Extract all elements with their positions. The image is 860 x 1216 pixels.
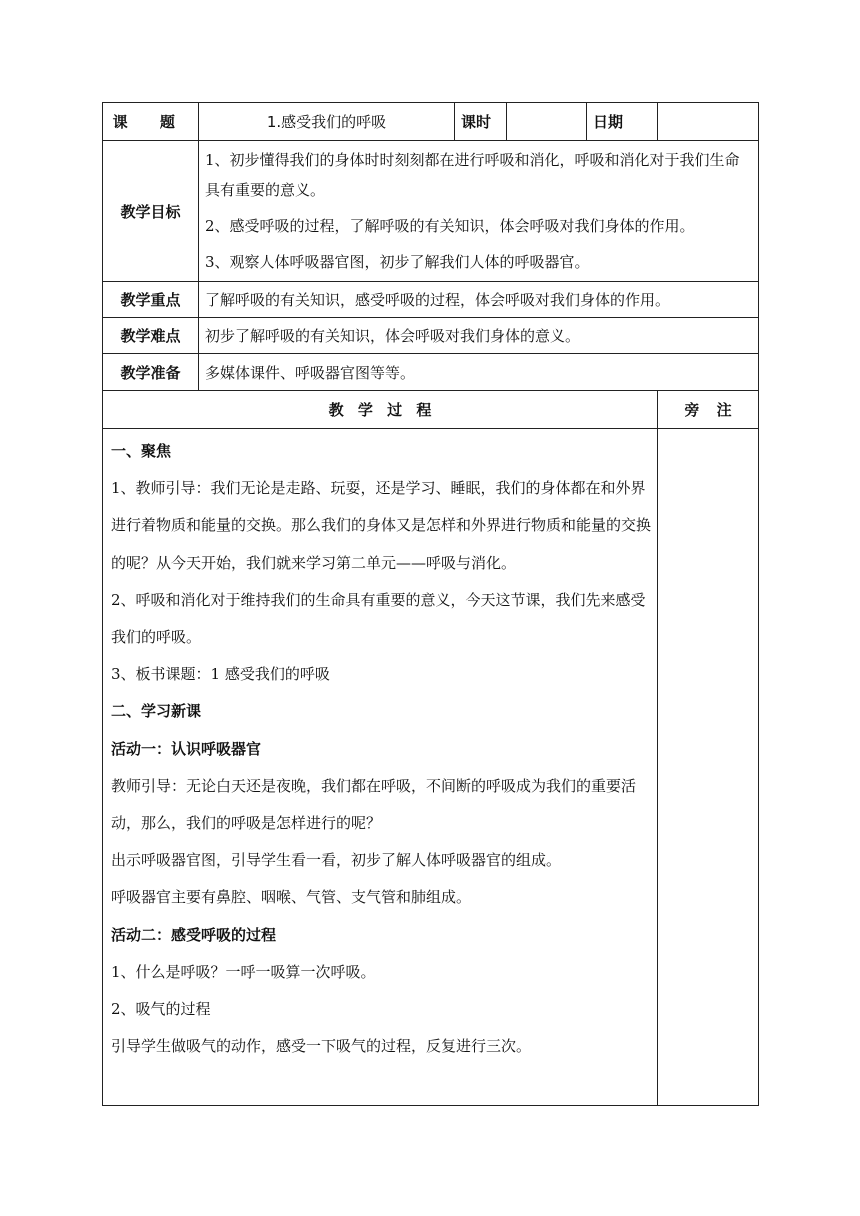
process-paragraph: 出示呼吸器官图，引导学生看一看，初步了解人体呼吸器官的组成。 [111,851,562,870]
goal-item: 3、观察人体呼吸器官图，初步了解我们人体的呼吸器官。 [205,253,590,271]
process-paragraph: 2、吸气的过程 [111,1000,211,1019]
section-heading: 活动二：感受呼吸的过程 [111,925,277,944]
goal-item: 1、初步懂得我们的身体时时刻刻都在进行呼吸和消化，呼吸和消化对于我们生命具有重要的意义。 [205,151,740,199]
process-paragraph: 3、板书课题：1 感受我们的呼吸 [111,665,330,684]
preparation-value: 多媒体课件、呼吸器官图等等。 [199,354,759,391]
key-points-value: 了解呼吸的有关知识，感受呼吸的过程，体会呼吸对我们身体的作用。 [199,282,759,318]
period-value [507,103,587,141]
topic-value: 1.感受我们的呼吸 [199,103,455,141]
process-paragraph: 2、呼吸和消化对于维持我们的生命具有重要的意义，今天这节课，我们先来感受我们的呼吸。 [111,590,646,647]
process-label: 教 学 过 程 [103,391,658,429]
section-heading: 活动一：认识呼吸器官 [111,739,262,758]
date-label: 日期 [587,103,658,141]
process-row [103,429,759,1106]
goal-item: 2、感受呼吸的过程，了解呼吸的有关知识，体会呼吸对我们身体的作用。 [205,217,695,235]
key-points-label: 教学重点 [103,282,199,318]
process-paragraphs [111,433,651,1065]
goals-row [103,141,759,282]
lesson-plan-table [102,102,759,1106]
goals-content [199,141,759,282]
section-heading: 二、学习新课 [111,702,202,721]
process-paragraph: 引导学生做吸气的动作，感受一下吸气的过程，反复进行三次。 [111,1037,532,1056]
preparation-row [103,354,759,391]
preparation-label: 教学准备 [103,354,199,391]
period-label: 课时 [455,103,507,141]
process-paragraph: 1、什么是呼吸？一呼一吸算一次呼吸。 [111,962,376,981]
process-paragraph: 1、教师引导：我们无论是走路、玩耍，还是学习、睡眠，我们的身体都在和外界进行着物质和能量的交换。那么我们的身体又是怎样和外界进行物质和能量的交换的呢？从今天开始，我们就来学习第二单元——呼吸与消化。 [111,479,652,572]
notes-content [658,429,759,1106]
process-content [103,429,658,1106]
notes-label: 旁 注 [658,391,759,429]
topic-label: 课 题 [103,103,199,141]
difficulties-label: 教学难点 [103,318,199,354]
difficulties-value: 初步了解呼吸的有关知识，体会呼吸对我们身体的意义。 [199,318,759,354]
process-header-row [103,391,759,429]
difficulties-row [103,318,759,354]
section-heading: 一、聚焦 [111,442,172,460]
goals-label: 教学目标 [103,141,199,282]
header-row [103,103,759,141]
key-points-row [103,282,759,318]
process-paragraph: 呼吸器官主要有鼻腔、咽喉、气管、支气管和肺组成。 [111,888,472,907]
date-value [658,103,759,141]
process-paragraph: 教师引导：无论白天还是夜晚，我们都在呼吸，不间断的呼吸成为我们的重要活动，那么，我们的呼吸是怎样进行的呢？ [111,776,637,833]
